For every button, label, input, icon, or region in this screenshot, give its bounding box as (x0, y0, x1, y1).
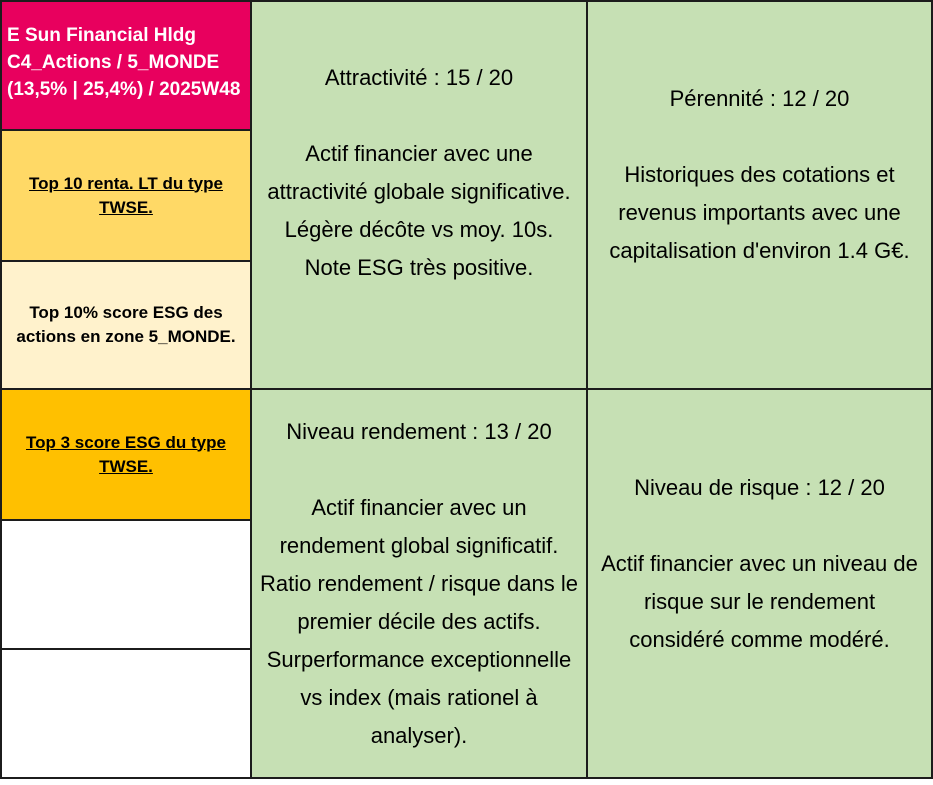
risque-title: Niveau de risque : 12 / 20 (634, 474, 885, 500)
tag-top10pct-esg (0, 260, 252, 390)
tag-label: Top 10% score ESG des actions en zone 5_MONDE. (16, 303, 236, 346)
tag-top10-renta (0, 129, 252, 262)
rendement-text: Actif financier avec un rendement global significatif. Ratio rendement / risque dans le premier décile des actifs. Surperformance exceptionnelle vs index (mais rationel à analyser). (260, 494, 578, 748)
risque-card (586, 388, 933, 779)
perennite-text: Historiques des cotations et revenus importants avec une capitalisation d'environ 1.4 G€. (609, 162, 910, 263)
asset-name: E Sun Financial Hldg (7, 25, 196, 46)
tag-empty-2 (0, 648, 252, 779)
risque-text: Actif financier avec un niveau de risque sur le rendement considéré comme modéré. (601, 550, 918, 652)
perennite-card (586, 0, 933, 390)
tag-label: Top 10 renta. LT du type TWSE. (29, 173, 223, 217)
attractivite-title: Attractivité : 15 / 20 (324, 65, 514, 90)
tag-label: Top 3 score ESG du type TWSE. (26, 432, 226, 476)
rendement-title: Niveau rendement : 13 / 20 (286, 418, 552, 444)
attractivite-text: Actif financier avec une attractivité globale significative. Légère décôte vs moy. 10s. Note ESG très positive. (267, 141, 571, 280)
asset-stats: (13,5% | 25,4%) / 2025W48 (7, 79, 241, 100)
tag-empty-1 (0, 519, 252, 650)
rendement-card (250, 388, 588, 779)
asset-category: C4_Actions / 5_MONDE (7, 52, 220, 73)
attractivite-card (250, 0, 588, 390)
perennite-title: Pérennité : 12 / 20 (669, 86, 850, 111)
asset-header (0, 0, 252, 131)
tag-top3-esg (0, 388, 252, 521)
